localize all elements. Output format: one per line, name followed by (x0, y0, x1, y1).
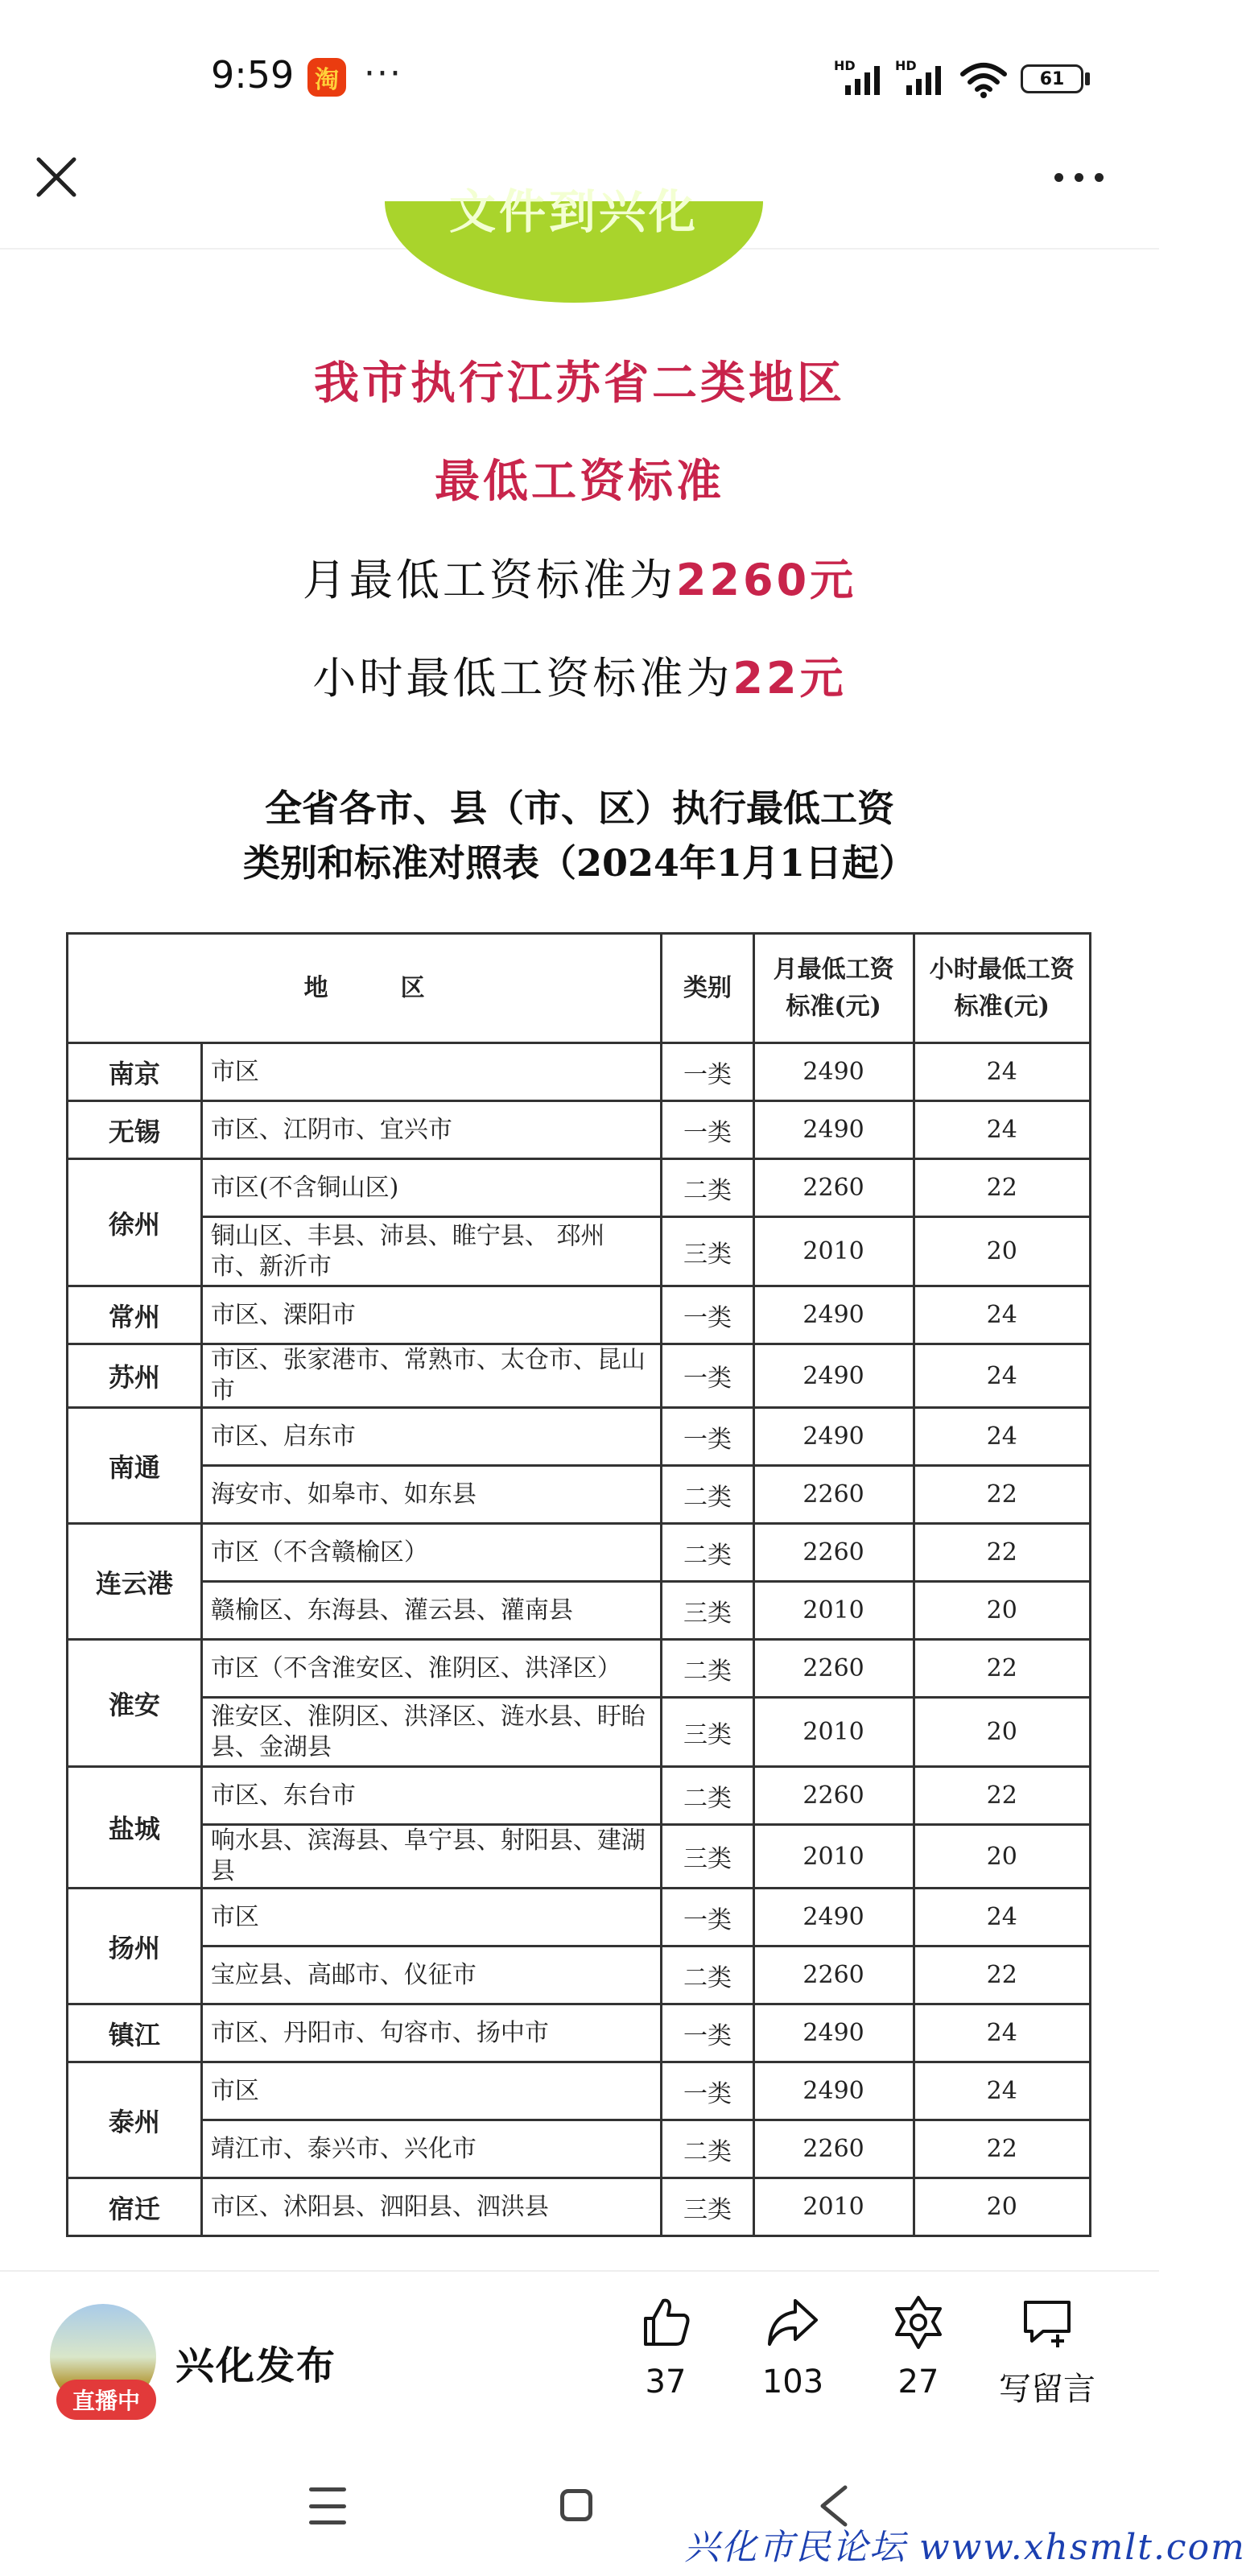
monthly-cell: 2260 (753, 1640, 914, 1698)
city-cell: 扬州 (68, 1889, 202, 2004)
city-cell: 苏州 (68, 1344, 202, 1408)
table-row (68, 1101, 1091, 1159)
taobao-notification-icon: 淘 (307, 58, 346, 97)
hourly-wage-line (0, 644, 1159, 706)
monthly-cell: 2490 (753, 1043, 914, 1101)
table-row (68, 2178, 1091, 2236)
area-cell: 市区 (201, 1889, 661, 1946)
category-cell: 二类 (662, 1640, 753, 1698)
category-cell: 一类 (662, 2004, 753, 2062)
table-row (68, 1159, 1091, 1217)
write-comment-icon (1019, 2294, 1075, 2351)
city-cell: 常州 (68, 1286, 202, 1344)
table-row (68, 1043, 1091, 1101)
area-cell: 市区（不含赣榆区） (201, 1524, 661, 1582)
category-cell: 三类 (662, 1825, 753, 1889)
monthly-cell: 2010 (753, 2178, 914, 2236)
forum-watermark: 兴化市民论坛 www.xhsmlt.com (684, 2527, 1246, 2568)
table-row (68, 1344, 1091, 1408)
table-row (68, 1640, 1091, 1698)
comment-label: 写留言 (999, 2371, 1095, 2408)
area-cell: 市区 (201, 1043, 661, 1101)
monthly-cell: 2490 (753, 2062, 914, 2120)
monthly-cell: 2490 (753, 1344, 914, 1408)
signal-sim1-icon: HD (834, 58, 892, 98)
header-category: 类别 (662, 934, 753, 1043)
category-cell: 二类 (662, 1767, 753, 1825)
live-badge[interactable]: 直播中 (56, 2380, 156, 2420)
hourly-cell: 22 (914, 1946, 1090, 2004)
hourly-cell: 20 (914, 1217, 1090, 1286)
area-cell: 响水县、滨海县、阜宁县、射阳县、建湖县 (201, 1825, 661, 1889)
hourly-cell: 24 (914, 1043, 1090, 1101)
table-row (68, 1582, 1091, 1640)
table-title-line1: 全省各市、县（市、区）执行最低工资 (265, 786, 894, 830)
battery-icon: 61 (1021, 64, 1083, 93)
monthly-cell: 2010 (753, 1698, 914, 1767)
monthly-cell: 2010 (753, 1217, 914, 1286)
category-cell: 二类 (662, 2120, 753, 2178)
wage-table (66, 932, 1091, 2237)
monthly-cell: 2260 (753, 1466, 914, 1524)
monthly-cell: 2260 (753, 1767, 914, 1825)
category-cell: 三类 (662, 1582, 753, 1640)
category-cell: 二类 (662, 1159, 753, 1217)
monthly-cell: 2010 (753, 1825, 914, 1889)
hourly-wage-value: 22元 (732, 653, 847, 704)
area-cell: 海安市、如皋市、如东县 (201, 1466, 661, 1524)
hourly-cell: 20 (914, 1825, 1090, 1889)
hourly-cell: 24 (914, 2062, 1090, 2120)
area-cell: 靖江市、泰兴市、兴化市 (201, 2120, 661, 2178)
city-cell: 南通 (68, 1408, 202, 1524)
system-menu-button[interactable] (309, 2487, 346, 2524)
table-row (68, 1698, 1091, 1767)
area-cell: 赣榆区、东海县、灌云县、灌南县 (201, 1582, 661, 1640)
monthly-cell: 2490 (753, 1101, 914, 1159)
category-cell: 一类 (662, 1101, 753, 1159)
category-cell: 二类 (662, 1524, 753, 1582)
headline-line1: 我市执行江苏省二类地区 (314, 357, 845, 410)
table-row (68, 1466, 1091, 1524)
share-arrow-icon (765, 2294, 821, 2351)
headline-line2: 最低工资标准 (435, 456, 724, 508)
city-cell: 南京 (68, 1043, 202, 1101)
share-count: 103 (761, 2363, 824, 2401)
area-cell: 宝应县、高邮市、仪征市 (201, 1946, 661, 2004)
table-header-row (68, 934, 1091, 1043)
category-cell: 三类 (662, 1217, 753, 1286)
hourly-wage-prefix: 小时最低工资标准为 (312, 653, 733, 704)
monthly-cell: 2490 (753, 1408, 914, 1466)
battery-nub (1085, 72, 1090, 85)
monthly-wage-value: 2260元 (675, 555, 857, 605)
area-cell: 市区、沭阳县、泗阳县、泗洪县 (201, 2178, 661, 2236)
banner-green-shape (385, 184, 763, 303)
area-cell: 市区（不含淮安区、淮阴区、洪泽区） (201, 1640, 661, 1698)
table-row (68, 1825, 1091, 1889)
account-name[interactable]: 兴化发布 (175, 2343, 337, 2388)
area-cell: 市区、启东市 (201, 1408, 661, 1466)
category-cell: 三类 (662, 1698, 753, 1767)
more-options-button[interactable] (1046, 161, 1111, 193)
hourly-cell: 24 (914, 1101, 1090, 1159)
table-row (68, 1217, 1091, 1286)
category-cell: 一类 (662, 1408, 753, 1466)
recommend-count: 27 (897, 2363, 939, 2401)
header-hourly: 小时最低工资标准(元) (914, 934, 1090, 1043)
area-cell: 市区 (201, 2062, 661, 2120)
monthly-cell: 2010 (753, 1582, 914, 1640)
monthly-cell: 2490 (753, 1889, 914, 1946)
bottom-divider (0, 2270, 1159, 2272)
hourly-cell: 24 (914, 1889, 1090, 1946)
area-cell: 铜山区、丰县、沛县、睢宁县、 邳州市、新沂市 (201, 1217, 661, 1286)
area-cell: 市区、丹阳市、句容市、扬中市 (201, 2004, 661, 2062)
recommend-star-icon (890, 2294, 947, 2351)
city-cell: 泰州 (68, 2062, 202, 2178)
table-row (68, 2004, 1091, 2062)
like-count: 37 (645, 2363, 687, 2401)
city-cell: 盐城 (68, 1767, 202, 1889)
more-notifications-icon: ··· (364, 53, 402, 94)
status-time: 9:59 (211, 53, 295, 97)
city-cell: 宿迁 (68, 2178, 202, 2236)
city-cell: 徐州 (68, 1159, 202, 1286)
like-button[interactable] (613, 2294, 718, 2401)
table-row (68, 1524, 1091, 1582)
area-cell: 淮安区、淮阴区、洪泽区、涟水县、盱眙县、金湖县 (201, 1698, 661, 1767)
category-cell: 二类 (662, 1466, 753, 1524)
table-row (68, 1408, 1091, 1466)
header-region: 地 区 (68, 934, 662, 1043)
city-cell: 连云港 (68, 1524, 202, 1640)
area-cell: 市区、江阴市、宜兴市 (201, 1101, 661, 1159)
category-cell: 一类 (662, 2062, 753, 2120)
area-cell: 市区(不含铜山区) (201, 1159, 661, 1217)
hourly-cell: 20 (914, 1582, 1090, 1640)
category-cell: 二类 (662, 1946, 753, 2004)
area-cell: 市区、溧阳市 (201, 1286, 661, 1344)
hourly-cell: 22 (914, 1159, 1090, 1217)
hourly-cell: 22 (914, 1767, 1090, 1825)
monthly-wage-prefix: 月最低工资标准为 (302, 555, 676, 605)
table-row (68, 2120, 1091, 2178)
signal-sim2-icon: HD (895, 58, 953, 98)
hourly-cell: 24 (914, 1344, 1090, 1408)
city-cell: 无锡 (68, 1101, 202, 1159)
monthly-wage-line (0, 546, 1159, 608)
hourly-cell: 22 (914, 1466, 1090, 1524)
table-row (68, 1946, 1091, 2004)
category-cell: 一类 (662, 1286, 753, 1344)
category-cell: 一类 (662, 1889, 753, 1946)
category-cell: 一类 (662, 1344, 753, 1408)
comment-button[interactable] (995, 2294, 1100, 2409)
monthly-cell: 2260 (753, 1524, 914, 1582)
area-cell: 市区、张家港市、常熟市、太仓市、昆山市 (201, 1344, 661, 1408)
table-title-line2: 类别和标准对照表（2024年1月1日起） (242, 841, 917, 885)
system-home-button[interactable] (560, 2489, 592, 2521)
table-row (68, 1767, 1091, 1825)
banner-cut-text: 文件到兴化 (448, 184, 699, 239)
category-cell: 三类 (662, 2178, 753, 2236)
table-row (68, 2062, 1091, 2120)
thumbs-up-icon (637, 2294, 694, 2351)
hourly-cell: 24 (914, 2004, 1090, 2062)
status-bar (0, 0, 1159, 121)
city-cell: 镇江 (68, 2004, 202, 2062)
monthly-cell: 2490 (753, 2004, 914, 2062)
monthly-cell: 2260 (753, 1159, 914, 1217)
share-button[interactable] (741, 2294, 845, 2401)
close-button[interactable] (32, 153, 80, 201)
table-row (68, 1286, 1091, 1344)
monthly-cell: 2260 (753, 1946, 914, 2004)
hourly-cell: 22 (914, 1640, 1090, 1698)
hourly-cell: 20 (914, 2178, 1090, 2236)
hourly-cell: 22 (914, 1524, 1090, 1582)
hourly-cell: 24 (914, 1408, 1090, 1466)
monthly-cell: 2490 (753, 1286, 914, 1344)
hourly-cell: 24 (914, 1286, 1090, 1344)
recommend-button[interactable] (866, 2294, 971, 2401)
area-cell: 市区、东台市 (201, 1767, 661, 1825)
header-monthly: 月最低工资标准(元) (753, 934, 914, 1043)
category-cell: 一类 (662, 1043, 753, 1101)
city-cell: 淮安 (68, 1640, 202, 1767)
hourly-cell: 20 (914, 1698, 1090, 1767)
wifi-icon (959, 60, 1008, 98)
table-row (68, 1889, 1091, 1946)
hourly-cell: 22 (914, 2120, 1090, 2178)
monthly-cell: 2260 (753, 2120, 914, 2178)
